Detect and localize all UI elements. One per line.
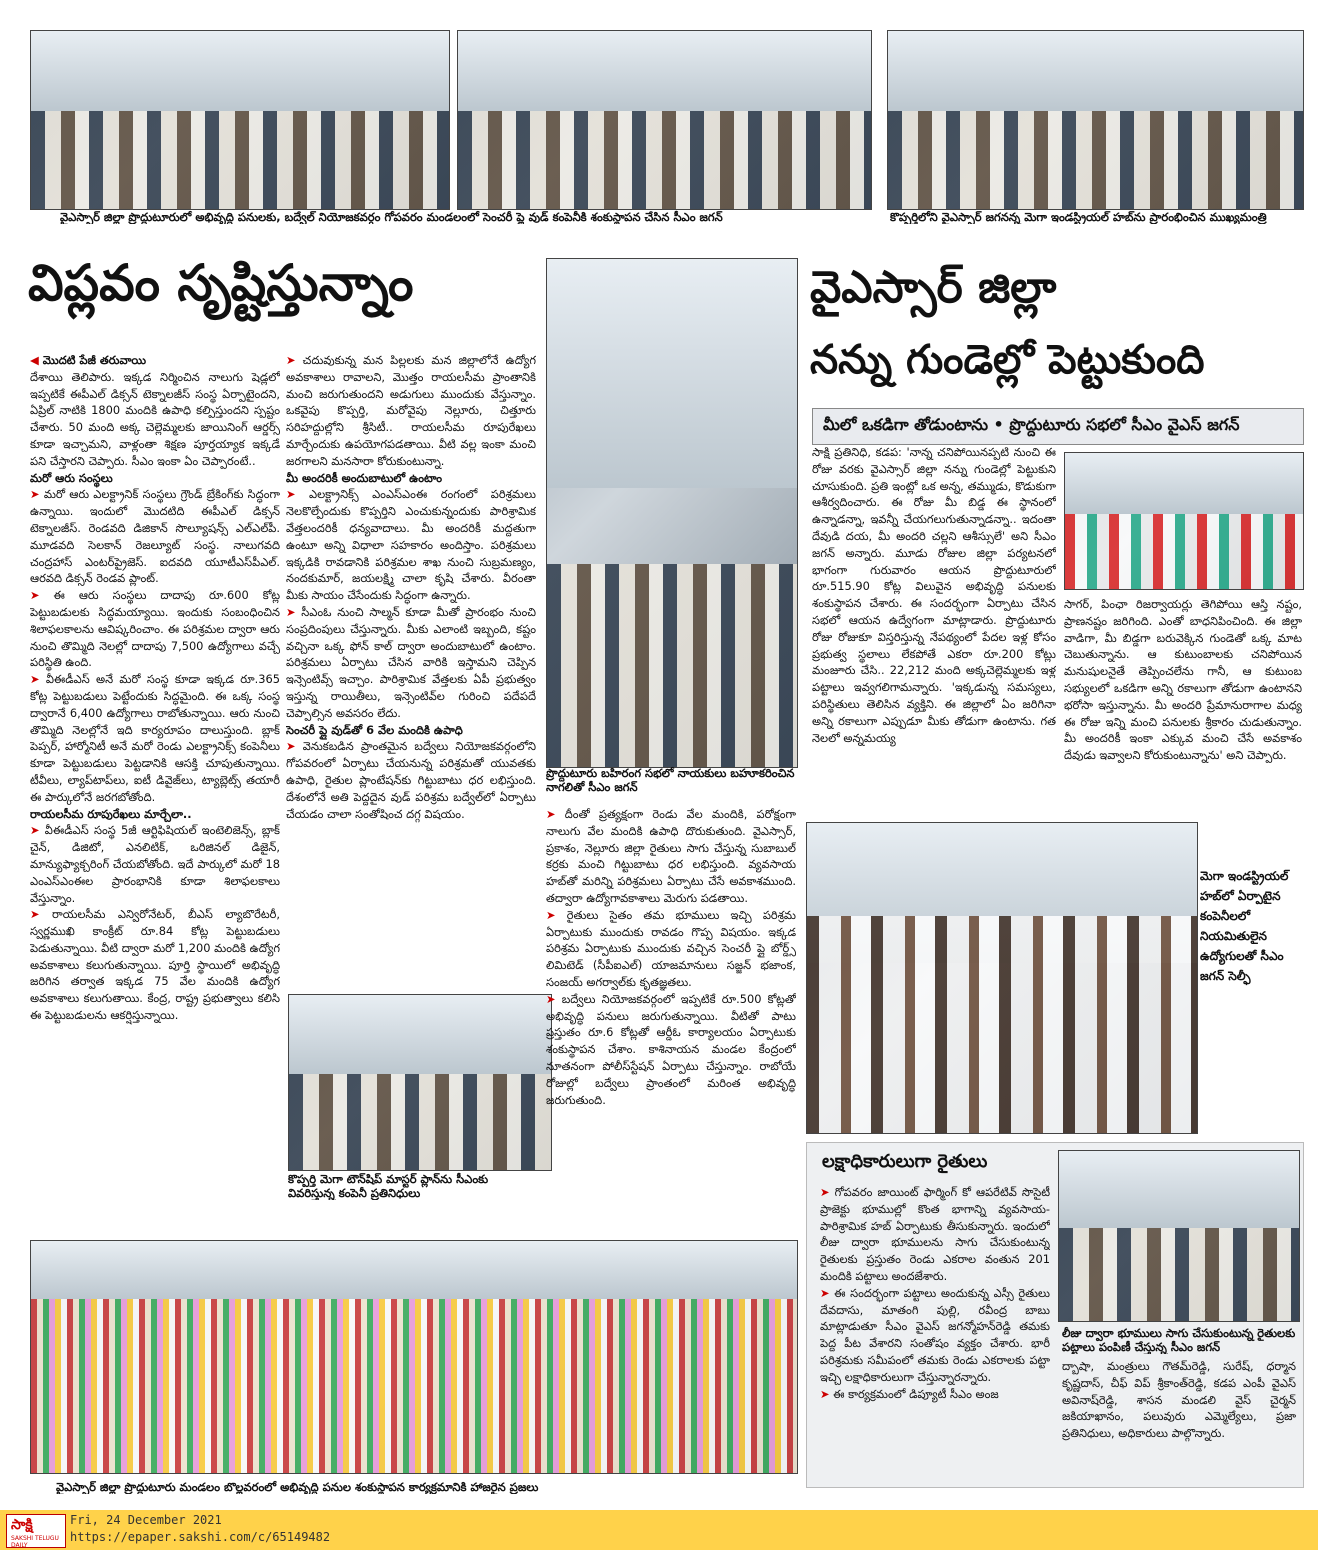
- subhead-century-ply: సెంచరీ ప్లై వుడ్‌తో 6 వేల మందికి ఉపాధి: [286, 722, 463, 737]
- photo-cm-speech: [1064, 452, 1304, 590]
- column-2: [286, 352, 536, 982]
- headline-right-line1: వైఎస్సార్ జిల్లా: [810, 262, 1057, 313]
- right-story-para: సాగర్, పింఛా రిజర్వాయర్లు తెగిపోయి ఆస్తి నష్టం, ప్రాణనష్టం జరిగింది. ఎంతో బాధనిపించింది. ఈ జిల్లా వాడిగా, మీ బిడ్డగా బరువెక్కిన గుండెతో ఒక్క మాట చెబుతున్నాను. ఆ కుటుంబాలకు చనిపోయిన మనుషులనైతే తెప్పించలేను గానీ, ఆ కుటుంబ సభ్యులలో ఒకడిగా అన్ని రకాలుగా తోడుగా ఉంటానని భరోసా ఇస్తున్నాను. మీ అందరి ప్రేమానురాగాల మధ్య ఈ రోజు ఇన్ని మంచి పనులకు శ్రీకారం చుడుతున్నాం. మీ అందరికీ ఇంకా ఎక్కువ మంచి చేసే అవకాశం దేవుడు ఇవ్వాలని కోరుకుంటున్నాను' అని చెప్పారు.: [1064, 597, 1302, 763]
- photo-masterplan: [288, 994, 552, 1171]
- caption-crowd: వైఎస్సార్ జిల్లా ప్రొద్దుటూరు మండలం బొల్లవరంలో అభివృద్ధి పనుల శంకుస్థాపన కార్యక్రమానికి హాజరైన ప్రజలు: [56, 1480, 539, 1494]
- photo-top-left: [30, 30, 450, 210]
- sakshi-logo: [6, 1514, 66, 1548]
- headline-farmers: లక్షాధికారులుగా రైతులు: [822, 1151, 988, 1172]
- col3-bullet: ➤ బద్వేలు నియోజకవర్గంలో ఇప్పటికే రూ.500 కోట్లతో అభివృద్ధి పనులు జరుగుతున్నాయి. వీటితో పాటు ప్రస్తుతం రూ.6 కోట్లతో ఆర్డీఓ కార్యాలయం ఏర్పాటుకు శంకుస్థాపన చేశాం. కాశినాయన మండల కేంద్రంలో నూతనంగా పోలీస్‌స్టేషన్ ఏర్పాటు చేస్తున్నాం. రాబోయే రోజుల్లో బద్వేలు ప్రాంతంలో మరింత అభివృద్ధి జరుగుతుంది.: [546, 991, 796, 1109]
- col1-bullet: ➤ ఈ ఆరు సంస్థలు దాదాపు రూ.600 కోట్ల పెట్టుబడులకు సిద్ధమయ్యాయి. ఇందుకు సంబంధించిన శిలాఫలకాలను ఆవిష్కరించాం. ఈ పరిశ్రమల ద్వారా ఆరు నుంచి తొమ్మిది నెలల్లో దాదాపు 7,500 ఉద్యోగాలు వచ్చే పరిస్థితి ఉంది.: [30, 587, 280, 671]
- col2-bullet: ➤ సీఎంఓ నుంచి సాల్మన్ కూడా మీతో ప్రారంభం నుంచి సంప్రదింపులు చేస్తున్నారు. మీకు ఎలాంటి ఇబ్బంది, కష్టం వచ్చినా ఒక్క ఫోన్ కాల్ ద్వారా అందుబాటులో ఉంటాం. పరిశ్రమలు ఏర్పాటు చేసిన వారికి ఇస్తామని చెప్పిన ఇన్సెంటివ్స్ ఇచ్చాం. పారిశ్రామిక వేత్తలకు ఏపీ ప్రభుత్వం ఇస్తున్న రాయితీలు, ఇన్సెంటివ్‌ల గురించి పదేపదే చెప్పాల్సిన అవసరం లేదు.: [286, 604, 536, 722]
- col1-bullet: ➤ రాయలసీమ ఎన్విరోనేటర్, బీఎస్ ల్యాబొరేటరీ, స్వర్ణముఖి కాంక్రీట్ రూ.84 కోట్ల పెట్టుబడులు పెడుతున్నాయి. వీటి ద్వారా మరో 1,200 మందికి ఉద్యోగ అవకాశాలు కలుగుతున్నాయి. పూర్తి స్థాయిలో అభివృద్ధి జరిగిన తర్వాత ఇక్కడ 75 వేల మందికి ఉద్యోగ అవకాశాలు కలుగుతాయి. కేంద్ర, రాష్ట్ర ప్రభుత్వాలు కలిసి ఈ పెట్టుబడులను ఆకర్షిస్తున్నాయి.: [30, 906, 280, 1024]
- col1-bullet: ➤ మరో ఆరు ఎలక్ట్రానిక్ సంస్థలు గ్రౌండ్ బ్రేకింగ్‌కు సిద్ధంగా ఉన్నాయి. ఇందులో మొదటిది ఈపీఎల్ డిక్సన్ టెక్నాలజీస్. రెండవది డిజికాన్ సొల్యూషన్స్ ఎల్ఎల్‌పీ. మూడవది సెలకాన్ రెజల్యూట్ సంస్థ. నాలుగవది చంద్రహాస్ ఎంటర్‌ప్రైజెస్. ఐదవది యూటీఎస్‌పీఎల్. ఆరవది డిక్సన్ రెండవ ప్లాంట్.: [30, 486, 280, 587]
- col2-bullet: ➤ ఎలక్ట్రానిక్స్ ఎంఎస్‌ఎంఈ రంగంలో పరిశ్రమలు నెలకొల్పేందుకు కొప్పర్తిని ఎంచుకున్నందుకు పారిశ్రామిక వేత్తలందరికీ ధన్యవాదాలు. మీ అందరికీ మద్దతుగా ఉంటూ అన్ని విధాలా సహకారం అందిస్తాం. పరిశ్రమలు ఇక్కడికి రావడానికి పరిశ్రమల శాఖ నుంచి సుబ్రమణ్యం, నందకుమార్, జయలక్ష్మి చాలా కృషి చేశారు. వీరంతా మీకు సాయం చేసేందుకు సిద్ధంగా ఉన్నారు.: [286, 486, 536, 604]
- column-1: [30, 352, 280, 1232]
- col2-bullet: ➤ వెనుకబడిన ప్రాంతమైన బద్వేలు నియోజకవర్గంలోని గోపవరంలో ఏర్పాటు చేయనున్న పరిశ్రమతో యువతకు ఉపాధి, రైతుల ప్లాంటేషన్‌కు గిట్టుబాటు ధర లభిస్తుంది. దేశంలోనే అతి పెద్దదైన వుడ్ పరిశ్రమ బద్వేల్‌లో ఏర్పాటు చేయడం చాలా సంతోషించ దగ్గ విషయం.: [286, 738, 536, 822]
- headline-left: విప్లవం సృష్టిస్తున్నాం: [28, 254, 414, 312]
- photo-cm-plough: [546, 258, 798, 768]
- farmers-bullet: ➤ ఈ సందర్భంగా పట్టాలు అందుకున్న ఎస్సీ రైతులు దేవదాసు, మాతంగి పుల్లి, రవీంద్ర బాబు మాట్లాడుతూ సీఎం వైఎస్ జగన్మోహన్‌రెడ్డి తమకు పెద్ద పీట వేశారని సంతోషం వ్యక్తం చేశారు. భారీ పరిశ్రమకు సమీపంలో తమకు రెండు ఎకరాలకు పట్టా ఇచ్చి లక్షాధికారులుగా చేస్తున్నారన్నారు.: [820, 1285, 1050, 1386]
- continuation-label: ◀ మొదటి పేజీ తరువాయి: [30, 353, 147, 367]
- column-3: [546, 806, 796, 1226]
- right-story-para: సాక్షి ప్రతినిధి, కడప: 'నాన్న చనిపోయినప్పటి నుంచి ఈ రోజు వరకు వైఎస్సార్ జిల్లా నన్ను గుండెల్లో పెట్టుకుని చూసుకుంది. ప్రతి ఇంట్లో ఒక అన్న, తమ్ముడు, కొడుకుగా ఆశీర్వదించారు. ఈ రోజు మీ బిడ్డ ఈ స్థానంలో ఉన్నాడన్నా, ఇవన్నీ చేయగలుగుతున్నాడన్నా.. ఇదంతా దేవుడి దయ, మీ అందరి చల్లని ఆశీస్సులే' అని సీఎం జగన్ అన్నారు. మూడు రోజుల జిల్లా పర్యటనలో భాగంగా గురువారం ఆయన ప్రొద్దుటూరులో రూ.515.90 కోట్ల విలువైన అభివృద్ధి పనులకు శంకుస్థాపన చేశారు. ఈ సందర్భంగా ఏర్పాటు చేసిన సభలో ఆయన ఉద్వేగంగా మాట్లాడారు. ప్రొద్దుటూరు రోజు రోజుకూ విస్తరిస్తున్న నేపథ్యంలో పేదల ఇళ్ల కోసం ప్రభుత్వ స్థలాలు లేకపోతే ఎకరా రూ.200 కోట్లు మంజూరు చేసి.. 22,212 మంది అక్కచెల్లెమ్మలకు ఇళ్ల పట్టాలు ఇవ్వగలిగామన్నారు. 'ఇక్కడున్న సమస్యలు, పరిస్థితులు తెలిసిన వ్యక్తిని. ఈ జిల్లాలో ఏం జరిగినా అన్ని రకాలుగా ఎప్పుడూ మీకు తోడుగా ఉంటాను. గత నెలలో అన్నమయ్య: [812, 445, 1056, 745]
- right-story-col-b: [1064, 596, 1302, 812]
- logo-subtext: SAKSHI TELUGU DAILY: [11, 1535, 59, 1549]
- caption-top-right: కొప్పర్తిలోని వైఎస్సార్ జగనన్న మెగా ఇండస్ట్రియల్ హబ్‌ను ప్రారంభించిన ముఖ్యమంత్రి: [890, 210, 1267, 224]
- farmers-bullet: ➤ ఈ కార్యక్రమంలో డిప్యూటీ సీఎం అంజ: [820, 1386, 1050, 1403]
- farmers-bullet: ➤ గోపవరం జాయింట్ ఫార్మింగ్ కో ఆపరేటివ్ సొసైటీ ప్రాజెక్టు భూముల్లో కొంత భాగాన్ని వ్యవసాయ-పారిశ్రామిక హబ్ ఏర్పాటుకు తీసుకున్నారు. ఇందులో లీజు ద్వారా భూములను సాగు చేసుకుంటున్న రైతులకు ప్రస్తుతం రెండు ఎకరాల వంతున 201 మందికి పట్టాలు అందజేశారు.: [820, 1184, 1050, 1285]
- footer-date: Fri, 24 December 2021: [70, 1513, 222, 1527]
- photo-crowd: [30, 1240, 798, 1474]
- photo-farmers: [1058, 1150, 1300, 1322]
- caption-center: ప్రొద్దుటూరు బహిరంగ సభలో నాయకులు బహూకరించిన నాగలితో సీఎం జగన్: [546, 766, 795, 794]
- caption-kopparthi: కొప్పర్తి మెగా టౌన్‌షిప్ మాస్టర్ ప్లాన్‌ను సీఎంకు వివరిస్తున్న కంపెనీ ప్రతినిధులు: [288, 1172, 489, 1200]
- photo-selfie: [806, 822, 1198, 1134]
- right-story-col-a: [812, 444, 1056, 812]
- subhead-available: మీ అందరికీ అందుబాటులో ఉంటాం: [286, 470, 443, 485]
- col1-bullet: ➤ వీఈడీఎస్ సంస్థ 5జీ ఆర్టిఫిషియల్ ఇంటెలిజెన్స్, బ్లాక్ చైన్, డిజిటో, ఎనలిటిక్, ఒరిజినల్ డిజైన్, మాన్యుఫ్యాక్చరింగ్ చేయబోతోంది. ఇదే పార్కులో మరో 18 ఎంఎస్‌ఎంఈల ప్రారంభానికి కూడా శిలాఫలకాలు వేస్తున్నాం.: [30, 822, 280, 906]
- col3-bullet: ➤ దీంతో ప్రత్యక్షంగా రెండు వేల మందికి, పరోక్షంగా నాలుగు వేల మందికి ఉపాధి దొరుకుతుంది. వైఎస్సార్, ప్రకాశం, నెల్లూరు జిల్లా రైతులు సాగు చేస్తున్న సుబాబుల్ కర్రకు మంచి గిట్టుబాటు ధర లభిస్తుంది. వ్యవసాయ హబ్‌తో మరిన్ని పరిశ్రమలు ఏర్పాటు చేసే అవకాశముంది. తద్వారా ఉద్యోగావకాశాలు మెరుగు పడతాయి.: [546, 806, 796, 907]
- subhead-rayalaseema: రాయలసీమ రూపురేఖలు మార్చేలా..: [30, 806, 192, 821]
- col3-bullet: ➤ రైతులు సైతం తమ భూములు ఇచ్చి పరిశ్రమ ఏర్పాటుకు ముందుకు రావడం గొప్ప విషయం. ఇక్కడ పరిశ్రమ ఏర్పాటుకు ముందుకు వచ్చిన సెంచరీ ప్లై బోర్డ్స్ లిమిటెడ్ (సీపీఐఎల్) యాజమానులు సజ్జన్ భజాంక, సంజయ్ అగర్వాల్‌కు కృతజ్ఞతలు.: [546, 907, 796, 991]
- logo-text: సాక్షి: [11, 1517, 33, 1533]
- farmers-col-b: [1062, 1358, 1296, 1482]
- photo-top-right: [887, 30, 1304, 210]
- headline-right-line2: నన్ను గుండెల్లో పెట్టుకుంది: [810, 337, 1205, 383]
- headline-right-sub: మీలో ఒకడిగా తోడుంటాను • ప్రొద్దుటూరు సభలో సీఎం వైఎస్ జగన్: [812, 408, 1304, 445]
- photo-top-middle: [457, 30, 872, 210]
- col1-bullet: ➤ వీఈడీఎస్ అనే మరో సంస్థ కూడా ఇక్కడ రూ.365 కోట్ల పెట్టుబడులు పెట్టేందుకు సిద్ధమైంది. ఈ ఒక్క సంస్థ ద్వారానే 6,400 ఉద్యోగాలు రాబోతున్నాయి. ఆరు నుంచి తొమ్మిది నెలల్లోనే ఇది కార్యరూపం దాలుస్తుంది. బ్లాక్ పెప్పర్, హార్మోనిటీ అనే మరో రెండు ఎలక్ట్రానిక్స్ కంపెనీలు కూడా పెట్టుబడులు పెట్టడానికి ఆసక్తి చూపుతున్నాయి. టీవీలు, ల్యాప్‌టాప్‌లు, ఐటీ డివైజ్‌లు, ట్యాబ్లెట్స్ తయారీ ఈ పార్కులోనే జరగబోతోంది.: [30, 671, 280, 805]
- footer-bar: [0, 1510, 1318, 1550]
- col2-bullet: ➤ చదువుకున్న మన పిల్లలకు మన జిల్లాలోనే ఉద్యోగ అవకాశాలు రావాలని, మొత్తం రాయలసీమ ప్రాంతానికి మంచి జరుగుతుందని అడుగులు ముందుకు వేస్తున్నాం. ఒకవైపు కొప్పర్తి, మరోవైపు నెల్లూరు, చిత్తూరు సరిహద్దుల్లోని శ్రీసిటీ.. రాయలసీమ రూపురేఖలు మార్చేందుకు ఉపయోగపడతాయి. వీటి వల్ల ఇంకా మంచి జరగాలని మనసారా కోరుకుంటున్నా.: [286, 352, 536, 470]
- caption-selfie: మెగా ఇండస్ట్రియల్ హబ్‌లో ఏర్పాటైన కంపెనీలలో నియమితులైన ఉద్యోగులతో సీఎం జగన్ సెల్ఫీ: [1200, 869, 1289, 983]
- caption-top-left: వైఎస్సార్ జిల్లా ప్రొద్దుటూరులో అభివృద్ధి పనులకు, బద్వేల్ నియోజకవర్గం గోపవరం మండలంలో సెంచరీ ప్లై వుడ్ కంపెనీకి శంకుస్థాపన చేసిన సీఎం జగన్: [60, 210, 723, 224]
- subhead-six-companies: మరో ఆరు సంస్థలు: [30, 470, 113, 485]
- farmers-para: ద్బాషా, మంత్రులు గౌతమ్‌రెడ్డి, సురేష్, ధర్మాన కృష్ణదాస్, చీఫ్ విప్ శ్రీకాంత్‌రెడ్డి, కడప ఎంపీ వైఎస్ అవినాష్‌రెడ్డి, శాసన మండలి వైస్ చైర్మన్ జకియాఖానం, పలువురు ఎమ్మెల్యేలు, ప్రజా ప్రతినిధులు, అధికారులు పాల్గొన్నారు.: [1062, 1359, 1296, 1441]
- farmers-col-a: [820, 1184, 1050, 1484]
- col1-para: దేశాయి తెలిపారు. ఇక్కడ నిర్మించిన నాలుగు షెడ్లలో ఇప్పటికే ఈపీఎల్ డిక్సన్ టెక్నాలజీస్ సంస్థ ఏర్పాటైందని, ఏప్రిల్ నాటికి 1800 మందికి ఉపాధి కల్పిస్తుందని స్పష్టం చేశారు. 50 మంది అక్క చెల్లెమ్మలకు జాయినింగ్ ఆర్డర్స్ కూడా ఇచ్చామని, వాళ్లంతా శిక్షణ పూర్తయ్యాక ఇక్కడే పని చేస్తారని చెప్పారు. సీఎం ఇంకా ఏం చెప్పారంటే..: [30, 369, 280, 468]
- footer-url[interactable]: https://epaper.sakshi.com/c/65149482: [70, 1530, 331, 1544]
- caption-farmers: లీజు ద్వారా భూములు సాగు చేసుకుంటున్న రైతులకు పట్టాలు పంపిణీ చేస్తున్న సీఎం జగన్: [1062, 1326, 1296, 1354]
